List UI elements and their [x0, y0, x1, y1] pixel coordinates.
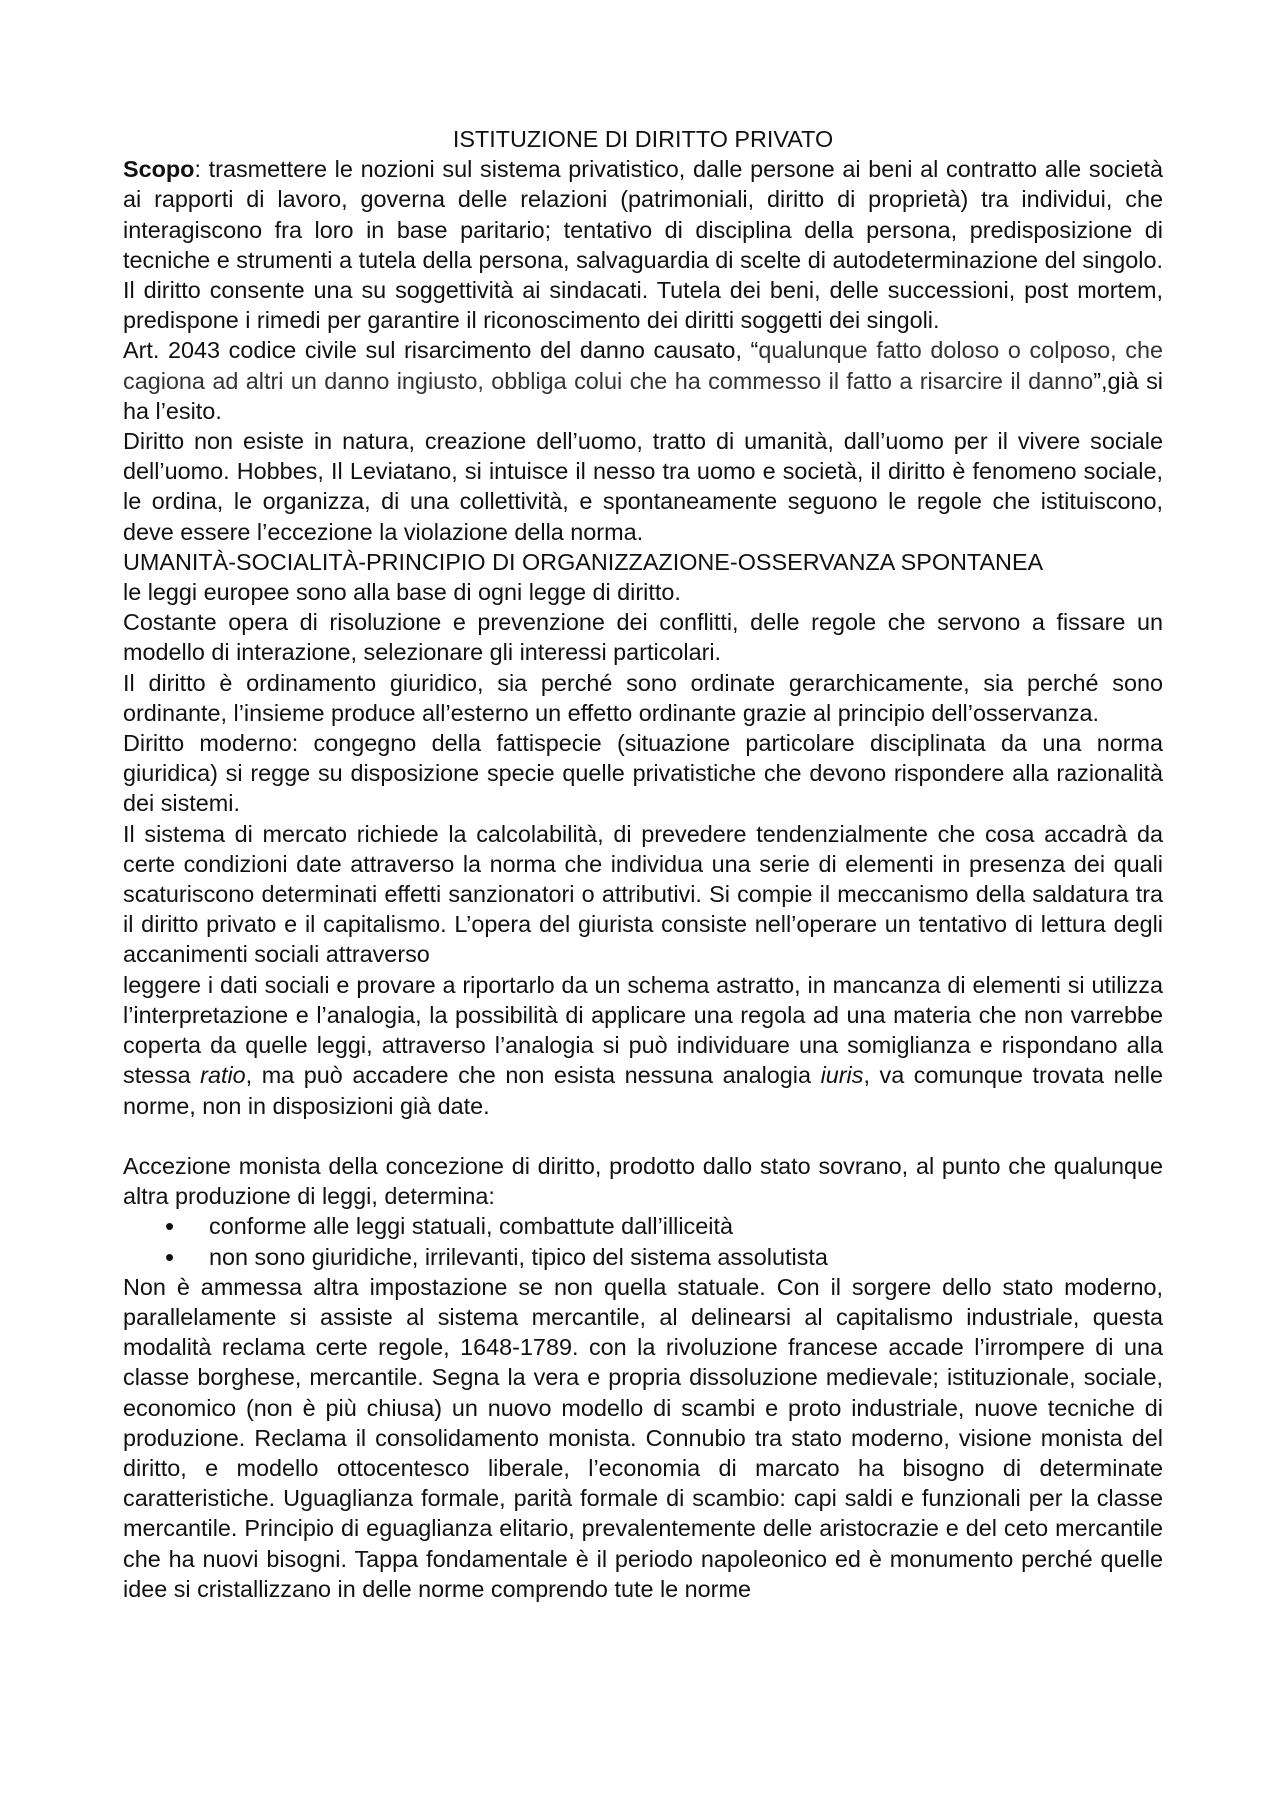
- paragraph-risoluzione-conflitti: Costante opera di risoluzione e prevenzione dei conflitti, delle regole che servono a fissare un modello di interazione, selezionare gli interessi particolari.: [123, 609, 1163, 666]
- iuris-term: iuris: [820, 1062, 864, 1089]
- ratio-term: ratio: [200, 1062, 246, 1089]
- scopo-text: : trasmettere le nozioni sul sistema privatistico, dalle persone ai beni al contratto alle società ai rapporti di lavoro, governa delle relazioni (patrimoniali, diritto di proprietà) tra individui, che interagiscono fra loro in base paritario; tentativo di disciplina della persona, predisposizione di tecniche e strumenti a tutela della persona, salvaguardia di scelte di autodeterminazione del singolo. Il diritto consente una su soggettività ai sindacati. Tutela dei beni, delle successioni, post mortem, predispone i rimedi per garantire il riconoscimento dei diritti soggetti dei singoli.: [123, 156, 1163, 334]
- paragraph-diritto-moderno: Diritto moderno: congegno della fattispecie (situazione particolare disciplinata da una norma giuridica) si regge su disposizione specie quelle privatistiche che devono rispondere alla razionalità dei sistemi.: [123, 730, 1163, 817]
- paragraph-analogia: [123, 970, 1163, 1121]
- paragraph-diritto-natura: Diritto non esiste in natura, creazione dell’uomo, tratto di umanità, dall’uomo per il vivere sociale dell’uomo. Hobbes, Il Leviatano, si intuisce il nesso tra uomo e società, il diritto è fenomeno sociale, le ordina, le organizza, di una collettività, e spontaneamente seguono le regole che istituiscono, deve essere l’eccezione la violazione della norma.: [123, 428, 1163, 545]
- paragraph-impostazione-statuale: Non è ammessa altra impostazione se non quella statuale. Con il sorgere dello stato moderno, parallelamente si assiste al sistema mercantile, al delinearsi al capitalismo industriale, questa modalità reclama certe regole, 1648-1789. con la rivoluzione francese accade l’irrompere di una classe borghese, mercantile. Segna la vera e propria dissoluzione medievale; istituzionale, sociale, economico (non è più chiusa) un nuovo modello di scambi e proto industriale, nuove tecniche di produzione. Reclama il consolidamento monista. Connubio tra stato moderno, visione monista del diritto, e modello ottocentesco liberale, l’economia di marcato ha bisogno di determinate caratteristiche. Uguaglianza formale, parità formale di scambio: capi saldi e funzionali per la classe mercantile. Principio di eguaglianza elitario, prevalentemente delle aristocrazie e del ceto mercantile che ha nuovi bisogni. Tappa fondamentale è il periodo napoleonico ed è monumento perché quelle idee si cristallizzano in delle norme comprendo tute le norme: [123, 1273, 1163, 1602]
- bullet-item: • non sono giuridiche, irrilevanti, tipico del sistema assolutista: [209, 1242, 1163, 1272]
- paragraph-sistema-mercato: Il sistema di mercato richiede la calcolabilità, di prevedere tendenzialmente che cosa accadrà da certe condizioni date attraverso la norma che individua una serie di elementi in presenza dei quali scaturiscono determinati effetti sanzionatori o attributivi. Si compie il meccanismo della saldatura tra il diritto privato e il capitalismo. L’opera del giurista consiste nell’operare un tentativo di lettura degli accanimenti sociali attraverso: [123, 820, 1163, 968]
- scopo-label: Scopo: [123, 156, 195, 183]
- analogia-text-c: , va comunque trovata nelle norme, non in disposizioni già date.: [123, 1062, 1164, 1119]
- art-2043-quote: qualunque fatto doloso o colposo, che cagiona ad altri un danno ingiusto, obbliga colui che ha commesso il fatto a risarcire il danno: [123, 337, 1164, 394]
- art-2043-outro: ”,già si ha l’esito.: [123, 367, 1163, 424]
- bullet-item: • conforme alle leggi statuali, combattute dall’illiceità: [209, 1211, 1163, 1241]
- paragraph-leggi-europee: le leggi europee sono alla base di ogni legge di diritto.: [123, 579, 681, 606]
- analogia-text-b: , ma può accadere che non esista nessuna analogia: [245, 1062, 821, 1089]
- bullet-list: [123, 1211, 1163, 1271]
- document-title: ISTITUZIONE DI DIRITTO PRIVATO: [452, 126, 834, 152]
- paragraph-ordinamento-giuridico: Il diritto è ordinamento giuridico, sia perché sono ordinate gerarchicamente, sia perché sono ordinante, l’insieme produce all’esterno un effetto ordinante grazie al principio dell’osservanza.: [123, 669, 1163, 726]
- paragraph-art-2043: [123, 335, 1163, 426]
- document-body: [123, 124, 1163, 1604]
- paragraph-spacer: [123, 1121, 1163, 1151]
- paragraph-scopo: [123, 154, 1163, 335]
- paragraph-principles-heading: UMANITÀ-SOCIALITÀ-PRINCIPIO DI ORGANIZZAZIONE-OSSERVANZA SPONTANEA: [123, 548, 1044, 575]
- paragraph-accezione-monista: Accezione monista della concezione di diritto, prodotto dallo stato sovrano, al punto che qualunque altra produzione di leggi, determina:: [123, 1152, 1163, 1210]
- analogia-text-a: leggere i dati sociali e provare a riportarlo da un schema astratto, in mancanza di elementi si utilizza l’interpretazione e l’analogia, la possibilità di applicare una regola ad una materia che non varrebbe coperta da quelle leggi, attraverso l’analogia si può individuare una somiglianza e rispondano alla stessa: [123, 971, 1163, 1089]
- art-2043-intro: Art. 2043 codice civile sul risarcimento del danno causato, “: [123, 337, 759, 364]
